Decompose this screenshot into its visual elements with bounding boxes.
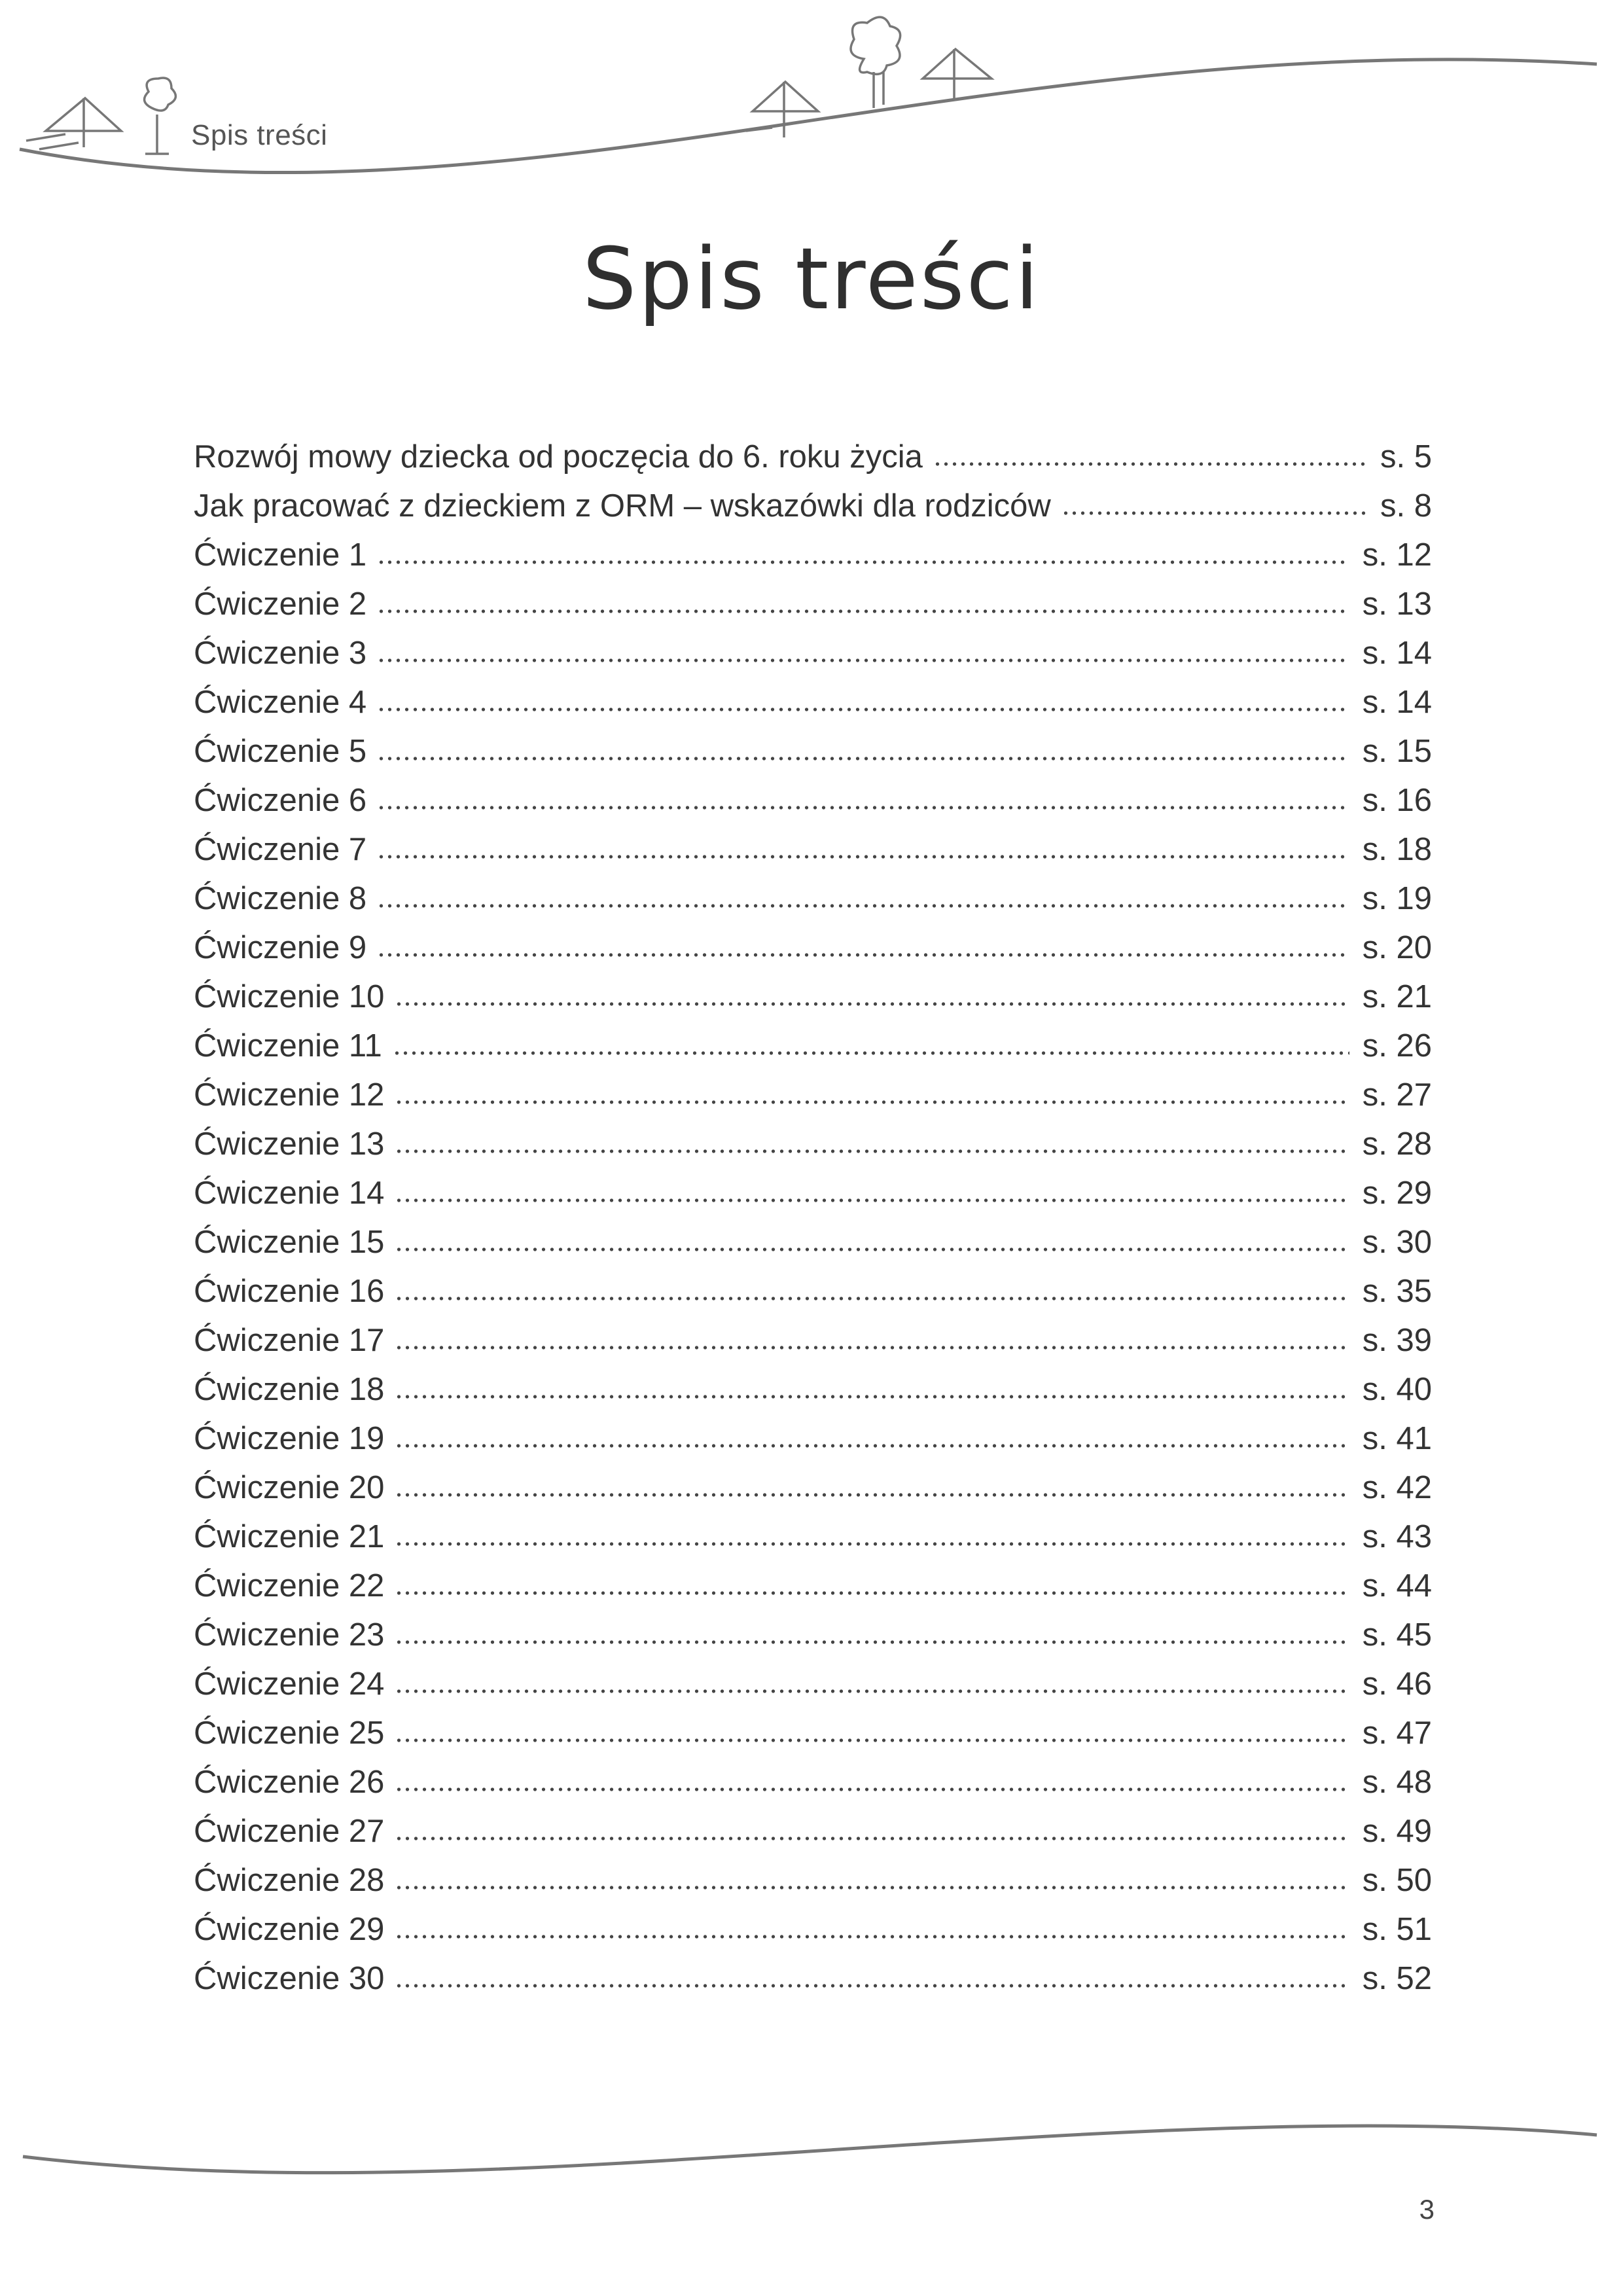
- toc-entry-title: Ćwiczenie 19: [194, 1421, 385, 1456]
- dot-leader: [395, 1737, 1349, 1744]
- toc-entry-page: s. 14: [1362, 685, 1432, 720]
- toc-entry-page: s. 41: [1362, 1421, 1432, 1456]
- toc-entry-page: s. 16: [1362, 783, 1432, 818]
- dot-leader: [395, 1148, 1349, 1155]
- toc-entry-title: Ćwiczenie 24: [194, 1666, 385, 1702]
- toc-entry-page: s. 30: [1362, 1225, 1432, 1260]
- page-title: Spis treści: [582, 229, 1041, 329]
- dot-leader: [377, 952, 1349, 958]
- toc-entry[interactable]: [194, 1715, 1432, 1764]
- toc-entry-title: Ćwiczenie 12: [194, 1077, 385, 1113]
- toc-entry-page: s. 19: [1362, 881, 1432, 916]
- running-head: Spis treści: [191, 119, 328, 151]
- dot-leader: [395, 1443, 1349, 1449]
- toc-entry-page: s. 52: [1362, 1961, 1432, 1996]
- dot-leader: [395, 1590, 1349, 1596]
- toc-entry[interactable]: [194, 1028, 1432, 1077]
- toc-entry[interactable]: [194, 929, 1432, 978]
- toc-entry[interactable]: [194, 684, 1432, 733]
- toc-entry-page: s. 40: [1362, 1372, 1432, 1407]
- tree-icon: [145, 78, 176, 154]
- dot-leader: [395, 1099, 1349, 1105]
- toc-entry-title: Ćwiczenie 21: [194, 1519, 385, 1554]
- toc-entry-title: Ćwiczenie 15: [194, 1225, 385, 1260]
- toc-entry-page: s. 42: [1362, 1470, 1432, 1505]
- toc-entry[interactable]: [194, 1420, 1432, 1469]
- dot-leader: [395, 1639, 1349, 1645]
- page-number: 3: [1419, 2194, 1435, 2225]
- toc-entry-title: Ćwiczenie 14: [194, 1175, 385, 1211]
- toc-entry-title: Jak pracować z dzieckiem z ORM – wskazówki dla rodziców: [194, 488, 1051, 524]
- dot-leader: [395, 1835, 1349, 1842]
- dot-leader: [377, 559, 1349, 565]
- toc-entry[interactable]: [194, 880, 1432, 929]
- toc-entry-page: s. 39: [1362, 1323, 1432, 1358]
- toc-entry-page: s. 49: [1362, 1814, 1432, 1849]
- toc-entry-page: s. 51: [1362, 1912, 1432, 1947]
- dot-leader: [377, 657, 1349, 664]
- dot-leader: [395, 1933, 1349, 1940]
- toc-entry-title: Ćwiczenie 30: [194, 1961, 385, 1996]
- toc-entry[interactable]: [194, 1224, 1432, 1273]
- toc-entry[interactable]: [194, 1813, 1432, 1862]
- toc-entry[interactable]: [194, 635, 1432, 684]
- toc-entry-page: s. 45: [1362, 1617, 1432, 1653]
- toc-entry-page: s. 13: [1362, 586, 1432, 622]
- toc-entry-page: s. 15: [1362, 734, 1432, 769]
- dot-leader: [395, 1001, 1349, 1007]
- dot-leader: [395, 1492, 1349, 1498]
- toc-entry-title: Ćwiczenie 3: [194, 636, 367, 671]
- dot-leader: [377, 903, 1349, 909]
- dot-leader: [395, 1541, 1349, 1547]
- toc-entry-page: s. 18: [1362, 832, 1432, 867]
- toc-entry[interactable]: [194, 1175, 1432, 1224]
- toc-entry-title: Ćwiczenie 1: [194, 537, 367, 573]
- toc-entry-title: Ćwiczenie 23: [194, 1617, 385, 1653]
- toc-entry-title: Ćwiczenie 16: [194, 1274, 385, 1309]
- toc-entry-page: s. 26: [1362, 1028, 1432, 1064]
- toc-entry[interactable]: [194, 439, 1432, 488]
- toc-entry-title: Ćwiczenie 28: [194, 1863, 385, 1898]
- toc-entry-title: Ćwiczenie 29: [194, 1912, 385, 1947]
- toc-entry-page: s. 29: [1362, 1175, 1432, 1211]
- toc-entry-title: Ćwiczenie 4: [194, 685, 367, 720]
- toc-entry-title: Ćwiczenie 2: [194, 586, 367, 622]
- toc-entry-page: s. 43: [1362, 1519, 1432, 1554]
- tree-icon: [851, 17, 901, 108]
- toc-entry-title: Ćwiczenie 11: [194, 1028, 382, 1064]
- toc-entry[interactable]: [194, 1862, 1432, 1911]
- tree-icon: [746, 82, 818, 137]
- toc-entry-title: Ćwiczenie 7: [194, 832, 367, 867]
- header-wave-line: [20, 60, 1597, 173]
- toc-entry[interactable]: [194, 1666, 1432, 1715]
- dot-leader: [395, 1246, 1349, 1253]
- toc-entry[interactable]: [194, 537, 1432, 586]
- toc-entry[interactable]: [194, 1469, 1432, 1518]
- toc-entry-page: s. 50: [1362, 1863, 1432, 1898]
- dot-leader: [395, 1197, 1349, 1204]
- toc-entry-page: s. 21: [1362, 979, 1432, 1014]
- dot-leader: [933, 461, 1367, 467]
- toc-entry-page: s. 12: [1362, 537, 1432, 573]
- table-of-contents: [194, 439, 1432, 2009]
- dot-leader: [377, 706, 1349, 713]
- toc-entry[interactable]: [194, 831, 1432, 880]
- dot-leader: [377, 608, 1349, 615]
- toc-entry-title: Ćwiczenie 5: [194, 734, 367, 769]
- toc-entry[interactable]: [194, 978, 1432, 1028]
- toc-entry-page: s. 47: [1362, 1715, 1432, 1751]
- dot-leader: [395, 1393, 1349, 1400]
- toc-entry[interactable]: [194, 1371, 1432, 1420]
- dot-leader: [395, 1688, 1349, 1695]
- toc-entry-title: Ćwiczenie 25: [194, 1715, 385, 1751]
- toc-entry[interactable]: [194, 586, 1432, 635]
- dot-leader: [1061, 510, 1367, 516]
- toc-entry-page: s. 5: [1380, 439, 1432, 475]
- toc-entry[interactable]: [194, 1568, 1432, 1617]
- toc-entry-page: s. 8: [1380, 488, 1432, 524]
- toc-entry-page: s. 14: [1362, 636, 1432, 671]
- dot-leader: [377, 804, 1349, 811]
- toc-entry-title: Ćwiczenie 10: [194, 979, 385, 1014]
- toc-entry-title: Rozwój mowy dziecka od poczęcia do 6. roku życia: [194, 439, 923, 475]
- dot-leader: [395, 1344, 1349, 1351]
- toc-entry-title: Ćwiczenie 18: [194, 1372, 385, 1407]
- toc-entry[interactable]: [194, 1126, 1432, 1175]
- toc-entry-title: Ćwiczenie 8: [194, 881, 367, 916]
- dot-leader: [395, 1982, 1349, 1989]
- dot-leader: [377, 755, 1349, 762]
- toc-entry[interactable]: [194, 488, 1432, 537]
- toc-entry[interactable]: [194, 1518, 1432, 1568]
- toc-entry-title: Ćwiczenie 9: [194, 930, 367, 965]
- toc-entry-page: s. 28: [1362, 1126, 1432, 1162]
- toc-entry[interactable]: [194, 1911, 1432, 1960]
- toc-entry-title: Ćwiczenie 13: [194, 1126, 385, 1162]
- toc-entry[interactable]: [194, 1617, 1432, 1666]
- toc-entry-title: Ćwiczenie 27: [194, 1814, 385, 1849]
- toc-entry[interactable]: [194, 1764, 1432, 1813]
- toc-entry-page: s. 20: [1362, 930, 1432, 965]
- toc-entry-title: Ćwiczenie 17: [194, 1323, 385, 1358]
- toc-entry-title: Ćwiczenie 26: [194, 1765, 385, 1800]
- toc-entry-title: Ćwiczenie 22: [194, 1568, 385, 1604]
- toc-entry-page: s. 48: [1362, 1765, 1432, 1800]
- tree-icon: [26, 98, 121, 149]
- tree-icon: [923, 49, 991, 98]
- dot-leader: [377, 853, 1349, 860]
- toc-entry-title: Ćwiczenie 20: [194, 1470, 385, 1505]
- dot-leader: [393, 1050, 1349, 1056]
- dot-leader: [395, 1884, 1349, 1891]
- dot-leader: [395, 1786, 1349, 1793]
- toc-entry-page: s. 46: [1362, 1666, 1432, 1702]
- toc-entry[interactable]: [194, 1273, 1432, 1322]
- footer-wave-line: [23, 2126, 1597, 2173]
- toc-entry[interactable]: [194, 1322, 1432, 1371]
- toc-entry[interactable]: [194, 733, 1432, 782]
- toc-entry-page: s. 44: [1362, 1568, 1432, 1604]
- toc-entry[interactable]: [194, 782, 1432, 831]
- toc-entry[interactable]: [194, 1077, 1432, 1126]
- toc-entry-title: Ćwiczenie 6: [194, 783, 367, 818]
- toc-entry[interactable]: [194, 1960, 1432, 2009]
- toc-entry-page: s. 35: [1362, 1274, 1432, 1309]
- toc-entry-page: s. 27: [1362, 1077, 1432, 1113]
- header-decoration: [0, 0, 1623, 196]
- dot-leader: [395, 1295, 1349, 1302]
